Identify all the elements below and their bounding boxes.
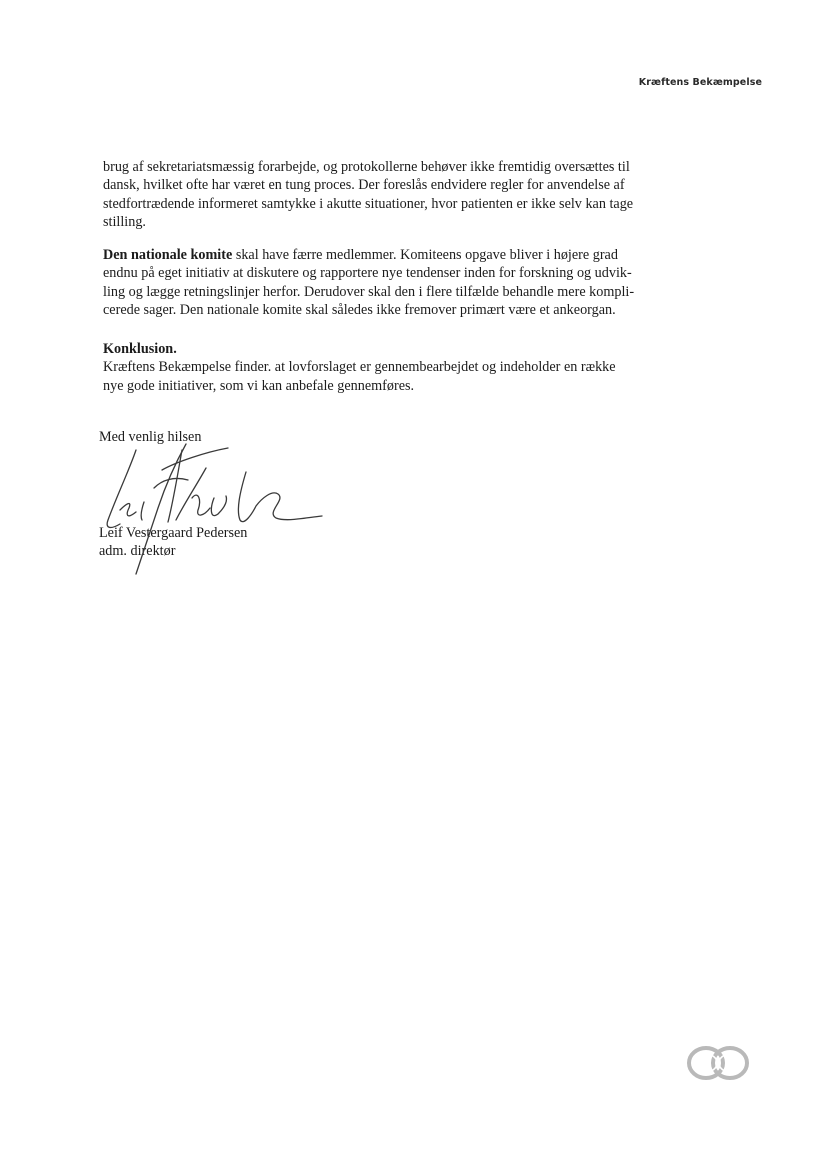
conclusion-section — [103, 340, 693, 395]
text-line: stedfortrædende informeret samtykke i akutte situationer, hvor patienten er ikke selv kan tage — [103, 195, 634, 212]
paragraph-regulations — [103, 158, 693, 232]
conclusion-heading: Konklusion. — [103, 341, 177, 357]
text-line: stilling. — [103, 214, 146, 231]
text-line: brug af sekretariatsmæssig forarbejde, og protokollerne behøver ikke fremtidig oversættes til — [103, 159, 630, 175]
signatory-name: Leif Vestergaard Pedersen — [99, 525, 248, 541]
text-line: cerede sager. Den nationale komite skal således ikke fremover primært være et ankeorgan. — [103, 302, 616, 319]
organization-header: Kræftens Bekæmpelse — [638, 77, 762, 88]
text-line: nye gode initiativer, som vi kan anbefale gennemføres. — [103, 377, 415, 394]
closing-greeting: Med venlig hilsen — [99, 429, 202, 445]
paragraph-national-committee — [103, 246, 693, 320]
text-line-rest: skal have færre medlemmer. Komiteens opgave bliver i højere grad — [232, 247, 618, 263]
text-line — [103, 246, 693, 264]
text-line: endnu på eget initiativ at diskutere og rapportere nye tendenser inden for forskning og udvik- — [103, 265, 632, 282]
signatory-title: adm. direktør — [99, 543, 176, 560]
text-line: dansk, hvilket ofte har været en tung proces. Der foreslås endvidere regler for anvendelse af — [103, 177, 625, 194]
text-line: Kræftens Bekæmpelse finder. at lovforslaget er gennembearbejdet og indeholder en række — [103, 359, 616, 376]
kraeftens-bekaempelse-logo-icon — [684, 1040, 752, 1086]
text-line: ling og lægge retningslinjer herfor. Derudover skal den i flere tilfælde behandle mere kompli- — [103, 283, 635, 300]
bold-lead: Den nationale komite — [103, 247, 233, 263]
handwritten-signature — [96, 428, 336, 578]
